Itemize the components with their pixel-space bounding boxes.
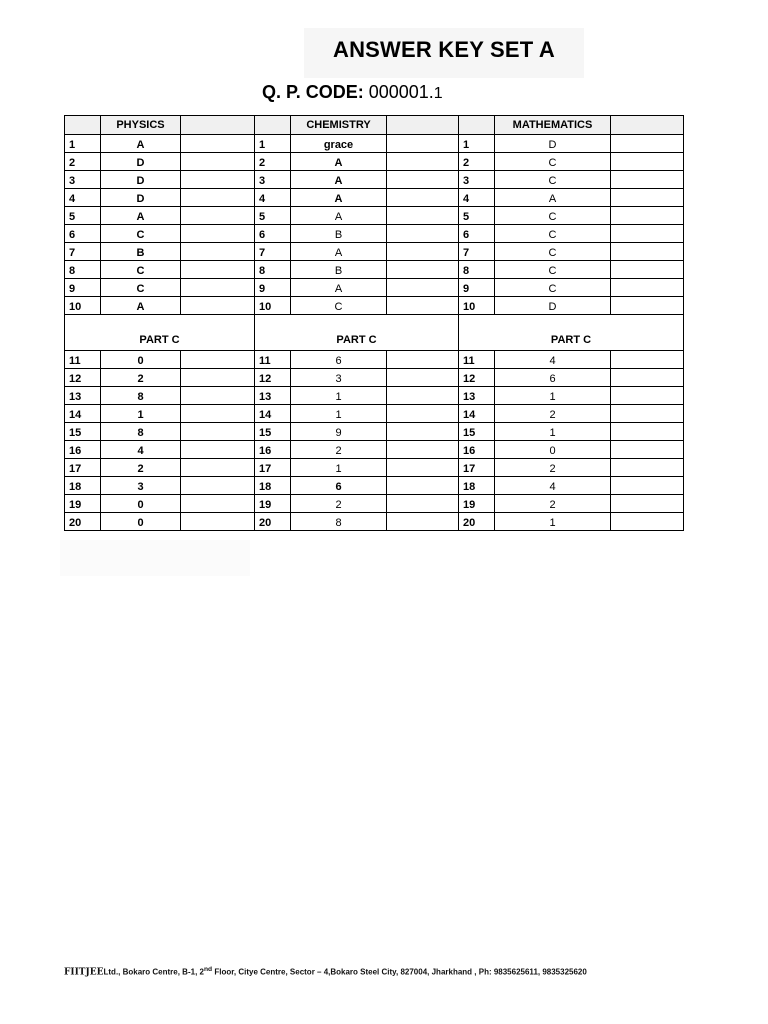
question-number: 20 bbox=[65, 513, 101, 531]
answer-cell: B bbox=[291, 225, 387, 243]
answer-cell: 6 bbox=[291, 477, 387, 495]
blank-cell bbox=[387, 225, 459, 243]
question-number: 16 bbox=[255, 441, 291, 459]
header-blank-cell bbox=[65, 116, 101, 135]
table-row bbox=[65, 441, 684, 459]
table-row bbox=[65, 207, 684, 225]
table-row bbox=[65, 297, 684, 315]
question-number: 19 bbox=[255, 495, 291, 513]
blank-cell bbox=[611, 207, 684, 225]
question-number: 16 bbox=[65, 441, 101, 459]
answer-cell: D bbox=[495, 297, 611, 315]
question-number: 10 bbox=[255, 297, 291, 315]
table-row bbox=[65, 459, 684, 477]
answer-cell: 3 bbox=[291, 369, 387, 387]
answer-cell: 2 bbox=[101, 369, 181, 387]
footer-text-b: Floor, Citye Centre, Sector – 4,Bokaro Steel City, 827004, Jharkhand , Ph: 9835625611, 9835325620 bbox=[212, 967, 587, 977]
blank-cell bbox=[181, 405, 255, 423]
question-number: 7 bbox=[459, 243, 495, 261]
blank-cell bbox=[611, 369, 684, 387]
question-number: 14 bbox=[255, 405, 291, 423]
answer-cell: C bbox=[495, 243, 611, 261]
answer-cell: C bbox=[101, 225, 181, 243]
answer-cell: A bbox=[291, 207, 387, 225]
blank-cell bbox=[181, 171, 255, 189]
question-number: 14 bbox=[65, 405, 101, 423]
blank-cell bbox=[181, 189, 255, 207]
table-row bbox=[65, 477, 684, 495]
blank-cell bbox=[181, 513, 255, 531]
question-number: 5 bbox=[255, 207, 291, 225]
answer-cell: 2 bbox=[291, 441, 387, 459]
faded-smudge bbox=[60, 540, 250, 576]
question-number: 18 bbox=[459, 477, 495, 495]
blank-cell bbox=[387, 477, 459, 495]
part-c-label: PART C bbox=[459, 315, 684, 351]
answer-cell: C bbox=[495, 207, 611, 225]
table-row bbox=[65, 225, 684, 243]
table-row bbox=[65, 153, 684, 171]
blank-cell bbox=[181, 153, 255, 171]
table-row bbox=[65, 135, 684, 153]
footer-address bbox=[64, 966, 704, 978]
blank-cell bbox=[387, 153, 459, 171]
question-number: 12 bbox=[65, 369, 101, 387]
question-number: 8 bbox=[459, 261, 495, 279]
blank-cell bbox=[181, 369, 255, 387]
part-c-label: PART C bbox=[255, 315, 459, 351]
answer-cell: 9 bbox=[291, 423, 387, 441]
answer-cell: 4 bbox=[495, 351, 611, 369]
question-number: 10 bbox=[65, 297, 101, 315]
question-number: 6 bbox=[459, 225, 495, 243]
question-number: 5 bbox=[459, 207, 495, 225]
answer-cell: B bbox=[101, 243, 181, 261]
question-number: 14 bbox=[459, 405, 495, 423]
part-c-label: PART C bbox=[65, 315, 255, 351]
question-number: 10 bbox=[459, 297, 495, 315]
answer-cell: D bbox=[101, 189, 181, 207]
subject-header: CHEMISTRY bbox=[291, 116, 387, 135]
answer-cell: C bbox=[495, 171, 611, 189]
blank-cell bbox=[387, 423, 459, 441]
qp-code-main: 000001. bbox=[368, 82, 434, 102]
blank-cell bbox=[387, 171, 459, 189]
question-number: 17 bbox=[459, 459, 495, 477]
table-row bbox=[65, 243, 684, 261]
answer-cell: 1 bbox=[291, 387, 387, 405]
answer-cell: A bbox=[291, 171, 387, 189]
question-number: 4 bbox=[459, 189, 495, 207]
blank-cell bbox=[387, 351, 459, 369]
answer-cell: grace bbox=[291, 135, 387, 153]
table-row bbox=[65, 513, 684, 531]
blank-cell bbox=[611, 135, 684, 153]
question-number: 18 bbox=[65, 477, 101, 495]
answer-cell: 0 bbox=[495, 441, 611, 459]
blank-cell bbox=[387, 297, 459, 315]
blank-cell bbox=[611, 297, 684, 315]
blank-cell bbox=[387, 513, 459, 531]
answer-cell: A bbox=[101, 135, 181, 153]
table-row bbox=[65, 405, 684, 423]
answer-cell: 0 bbox=[101, 351, 181, 369]
blank-cell bbox=[181, 225, 255, 243]
blank-cell bbox=[387, 261, 459, 279]
answer-cell: 2 bbox=[495, 405, 611, 423]
question-number: 3 bbox=[459, 171, 495, 189]
question-number: 12 bbox=[459, 369, 495, 387]
blank-cell bbox=[611, 189, 684, 207]
answer-cell: 6 bbox=[495, 369, 611, 387]
answer-cell: 2 bbox=[291, 495, 387, 513]
header-blank-cell bbox=[255, 116, 291, 135]
answer-cell: A bbox=[291, 153, 387, 171]
question-number: 17 bbox=[255, 459, 291, 477]
blank-cell bbox=[387, 387, 459, 405]
blank-cell bbox=[611, 513, 684, 531]
blank-cell bbox=[387, 441, 459, 459]
header-blank-cell bbox=[181, 116, 255, 135]
blank-cell bbox=[181, 279, 255, 297]
answer-cell: A bbox=[291, 189, 387, 207]
answer-cell: C bbox=[495, 225, 611, 243]
answer-cell: 1 bbox=[291, 459, 387, 477]
question-number: 16 bbox=[459, 441, 495, 459]
answer-cell: C bbox=[291, 297, 387, 315]
answer-cell: 1 bbox=[495, 387, 611, 405]
question-number: 20 bbox=[459, 513, 495, 531]
question-number: 7 bbox=[65, 243, 101, 261]
question-number: 12 bbox=[255, 369, 291, 387]
question-number: 18 bbox=[255, 477, 291, 495]
answer-cell: C bbox=[495, 279, 611, 297]
header-blank-cell bbox=[611, 116, 684, 135]
question-number: 3 bbox=[65, 171, 101, 189]
table-row bbox=[65, 261, 684, 279]
table-row bbox=[65, 387, 684, 405]
answer-cell: D bbox=[495, 135, 611, 153]
blank-cell bbox=[387, 279, 459, 297]
question-number: 5 bbox=[65, 207, 101, 225]
answer-cell: 8 bbox=[291, 513, 387, 531]
question-number: 11 bbox=[255, 351, 291, 369]
blank-cell bbox=[181, 297, 255, 315]
qp-code-tail: 1 bbox=[433, 85, 443, 102]
answer-cell: 4 bbox=[495, 477, 611, 495]
blank-cell bbox=[611, 351, 684, 369]
answer-cell: 2 bbox=[101, 459, 181, 477]
blank-cell bbox=[387, 189, 459, 207]
blank-cell bbox=[611, 441, 684, 459]
answer-cell: 8 bbox=[101, 423, 181, 441]
answer-cell: 4 bbox=[101, 441, 181, 459]
blank-cell bbox=[611, 261, 684, 279]
answer-cell: B bbox=[291, 261, 387, 279]
part-c-row bbox=[65, 315, 684, 351]
answer-cell: D bbox=[101, 171, 181, 189]
blank-cell bbox=[181, 243, 255, 261]
blank-cell bbox=[181, 207, 255, 225]
question-number: 11 bbox=[459, 351, 495, 369]
answer-cell: 1 bbox=[101, 405, 181, 423]
answer-cell: C bbox=[101, 279, 181, 297]
question-number: 17 bbox=[65, 459, 101, 477]
question-number: 11 bbox=[65, 351, 101, 369]
blank-cell bbox=[611, 243, 684, 261]
blank-cell bbox=[387, 495, 459, 513]
question-number: 2 bbox=[255, 153, 291, 171]
blank-cell bbox=[181, 441, 255, 459]
blank-cell bbox=[611, 225, 684, 243]
blank-cell bbox=[611, 171, 684, 189]
question-number: 8 bbox=[255, 261, 291, 279]
table-row bbox=[65, 351, 684, 369]
blank-cell bbox=[611, 477, 684, 495]
question-number: 13 bbox=[459, 387, 495, 405]
answer-cell: A bbox=[495, 189, 611, 207]
answer-cell: 1 bbox=[291, 405, 387, 423]
answer-cell: 3 bbox=[101, 477, 181, 495]
blank-cell bbox=[611, 153, 684, 171]
answer-cell: 1 bbox=[495, 513, 611, 531]
question-number: 15 bbox=[65, 423, 101, 441]
blank-cell bbox=[181, 387, 255, 405]
blank-cell bbox=[181, 495, 255, 513]
answer-cell: C bbox=[101, 261, 181, 279]
blank-cell bbox=[181, 135, 255, 153]
question-number: 2 bbox=[65, 153, 101, 171]
blank-cell bbox=[387, 405, 459, 423]
answer-cell: 1 bbox=[495, 423, 611, 441]
blank-cell bbox=[181, 261, 255, 279]
subject-header: MATHEMATICS bbox=[495, 116, 611, 135]
question-number: 13 bbox=[255, 387, 291, 405]
table-row bbox=[65, 369, 684, 387]
blank-cell bbox=[387, 369, 459, 387]
question-number: 19 bbox=[459, 495, 495, 513]
question-number: 15 bbox=[255, 423, 291, 441]
question-number: 8 bbox=[65, 261, 101, 279]
qp-code bbox=[262, 80, 482, 106]
question-number: 3 bbox=[255, 171, 291, 189]
blank-cell bbox=[181, 423, 255, 441]
blank-cell bbox=[387, 207, 459, 225]
question-number: 7 bbox=[255, 243, 291, 261]
answer-cell: A bbox=[101, 207, 181, 225]
blank-cell bbox=[611, 405, 684, 423]
question-number: 9 bbox=[255, 279, 291, 297]
question-number: 9 bbox=[65, 279, 101, 297]
answer-cell: 6 bbox=[291, 351, 387, 369]
answer-cell: D bbox=[101, 153, 181, 171]
answer-cell: A bbox=[291, 243, 387, 261]
blank-cell bbox=[181, 351, 255, 369]
question-number: 6 bbox=[65, 225, 101, 243]
footer-brand: FIITJEE bbox=[64, 967, 104, 978]
blank-cell bbox=[611, 495, 684, 513]
table-row bbox=[65, 171, 684, 189]
answer-cell: 0 bbox=[101, 495, 181, 513]
table-row bbox=[65, 495, 684, 513]
question-number: 9 bbox=[459, 279, 495, 297]
blank-cell bbox=[611, 387, 684, 405]
answer-cell: 8 bbox=[101, 387, 181, 405]
blank-cell bbox=[181, 477, 255, 495]
table-row bbox=[65, 423, 684, 441]
question-number: 2 bbox=[459, 153, 495, 171]
blank-cell bbox=[181, 459, 255, 477]
question-number: 20 bbox=[255, 513, 291, 531]
question-number: 1 bbox=[65, 135, 101, 153]
question-number: 19 bbox=[65, 495, 101, 513]
table-header-row bbox=[65, 116, 684, 135]
table-row bbox=[65, 189, 684, 207]
header-blank-cell bbox=[387, 116, 459, 135]
question-number: 1 bbox=[255, 135, 291, 153]
footer-text-a: Ltd., Bokaro Centre, B-1, 2 bbox=[103, 967, 204, 977]
blank-cell bbox=[387, 135, 459, 153]
answer-cell: C bbox=[495, 261, 611, 279]
question-number: 4 bbox=[255, 189, 291, 207]
question-number: 6 bbox=[255, 225, 291, 243]
answer-cell: 0 bbox=[101, 513, 181, 531]
table-row bbox=[65, 279, 684, 297]
blank-cell bbox=[611, 279, 684, 297]
blank-cell bbox=[387, 243, 459, 261]
answer-cell: 2 bbox=[495, 495, 611, 513]
blank-cell bbox=[611, 423, 684, 441]
answer-cell: 2 bbox=[495, 459, 611, 477]
answer-key-table bbox=[64, 115, 684, 531]
page-title: ANSWER KEY SET A bbox=[304, 28, 584, 78]
footer-sup: nd bbox=[203, 966, 213, 973]
blank-cell bbox=[611, 459, 684, 477]
answer-cell: A bbox=[101, 297, 181, 315]
subject-header: PHYSICS bbox=[101, 116, 181, 135]
question-number: 15 bbox=[459, 423, 495, 441]
header-blank-cell bbox=[459, 116, 495, 135]
answer-cell: C bbox=[495, 153, 611, 171]
question-number: 13 bbox=[65, 387, 101, 405]
qp-code-label: Q. P. CODE: bbox=[262, 82, 364, 102]
question-number: 4 bbox=[65, 189, 101, 207]
blank-cell bbox=[387, 459, 459, 477]
question-number: 1 bbox=[459, 135, 495, 153]
answer-cell: A bbox=[291, 279, 387, 297]
